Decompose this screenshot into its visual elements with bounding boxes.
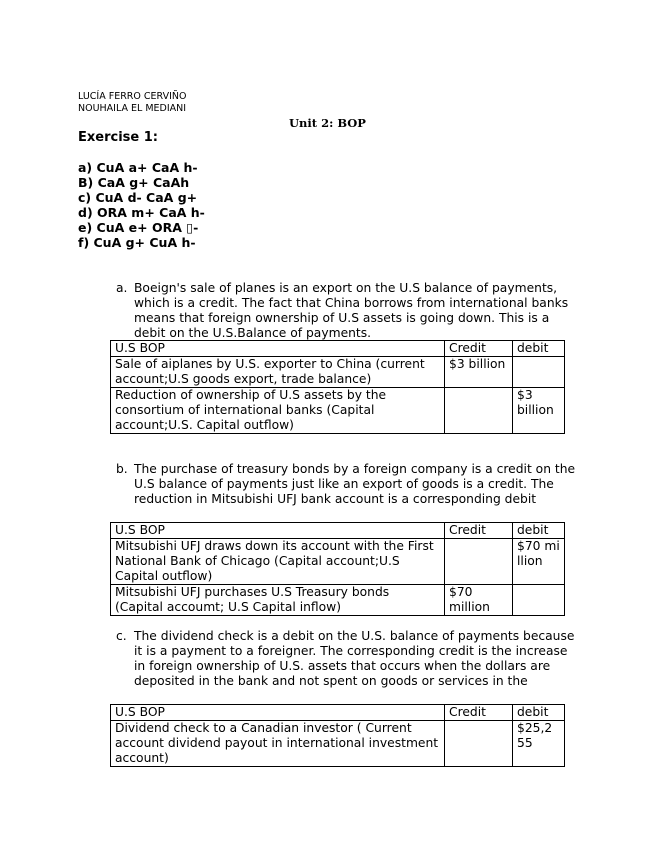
table-cell: $3 billion	[513, 388, 565, 434]
bop-table-a	[110, 340, 565, 434]
table-cell	[513, 357, 565, 388]
table-header-row	[111, 341, 565, 357]
table-row	[111, 357, 565, 388]
header-cell: debit	[513, 705, 565, 721]
table-row	[111, 539, 565, 585]
answer-item: f) CuA g+ CuA h-	[78, 235, 196, 250]
header-cell: debit	[513, 341, 565, 357]
authors-block	[78, 91, 187, 115]
table-cell: Reduction of ownership of U.S assets by the consortium of international banks (Capital account;U.S. Capital outflow)	[111, 388, 445, 434]
table-cell: $25,255	[513, 721, 565, 767]
table-cell	[445, 721, 513, 767]
paragraph-text: The dividend check is a debit on the U.S. balance of payments because it is a payment to a foreigner. The corresponding credit is the increase in foreign ownership of U.S. assets that occurs when the dollars are deposited in the bank and not spent on goods or services in the	[134, 629, 575, 688]
table-cell	[513, 585, 565, 616]
header-cell: debit	[513, 523, 565, 539]
table-cell	[445, 388, 513, 434]
bop-table-b	[110, 522, 565, 616]
section-b-paragraph	[116, 462, 582, 507]
unit-title: Unit 2: BOP	[289, 116, 366, 130]
table-cell: $70 million	[513, 539, 565, 585]
answer-list	[78, 160, 205, 250]
table-cell	[445, 539, 513, 585]
exercise-title: Exercise 1:	[78, 130, 158, 145]
header-cell: U.S BOP	[111, 705, 445, 721]
table-row	[111, 388, 565, 434]
table-header-row	[111, 705, 565, 721]
table-cell: $3 billion	[445, 357, 513, 388]
table-cell: $70 million	[445, 585, 513, 616]
answer-item: e) CuA e+ ORA ▯-	[78, 220, 199, 235]
answer-item: c) CuA d- CaA g+	[78, 190, 198, 205]
table-cell: Sale of aiplanes by U.S. exporter to China (current account;U.S goods export, trade balance)	[111, 357, 445, 388]
author-name: LUCÍA FERRO CERVIÑO	[78, 91, 187, 102]
header-cell: U.S BOP	[111, 523, 445, 539]
bop-table-c	[110, 704, 565, 767]
list-marker: c.	[116, 629, 127, 643]
list-marker: a.	[116, 281, 128, 295]
paragraph-text: Boeign's sale of planes is an export on the U.S balance of payments, which is a credit. The fact that China borrows from international banks means that foreign ownership of U.S assets is going down. This is a debit on the U.S.Balance of payments.	[134, 281, 569, 340]
table-header-row	[111, 523, 565, 539]
table-cell: Mitsubishi UFJ draws down its account with the First National Bank of Chicago (Capital account;U.S Capital outflow)	[111, 539, 445, 585]
header-cell: Credit	[445, 705, 513, 721]
section-c-paragraph	[116, 629, 582, 689]
header-cell: U.S BOP	[111, 341, 445, 357]
table-cell: Mitsubishi UFJ purchases U.S Treasury bonds (Capital accoumt; U.S Capital inflow)	[111, 585, 445, 616]
table-row	[111, 585, 565, 616]
table-cell: Dividend check to a Canadian investor ( Current account dividend payout in international investment account)	[111, 721, 445, 767]
answer-item: d) ORA m+ CaA h-	[78, 205, 205, 220]
answer-item: a) CuA a+ CaA h-	[78, 160, 198, 175]
table-row	[111, 721, 565, 767]
list-marker: b.	[116, 462, 128, 476]
author-name: NOUHAILA EL MEDIANI	[78, 103, 187, 114]
header-cell: Credit	[445, 341, 513, 357]
paragraph-text: The purchase of treasury bonds by a foreign company is a credit on the U.S balance of payments just like an export of goods is a credit. The reduction in Mitsubishi UFJ bank account is a corresponding debit	[134, 462, 576, 506]
answer-item: B) CaA g+ CaAh	[78, 175, 190, 190]
header-cell: Credit	[445, 523, 513, 539]
section-a-paragraph	[116, 281, 582, 341]
